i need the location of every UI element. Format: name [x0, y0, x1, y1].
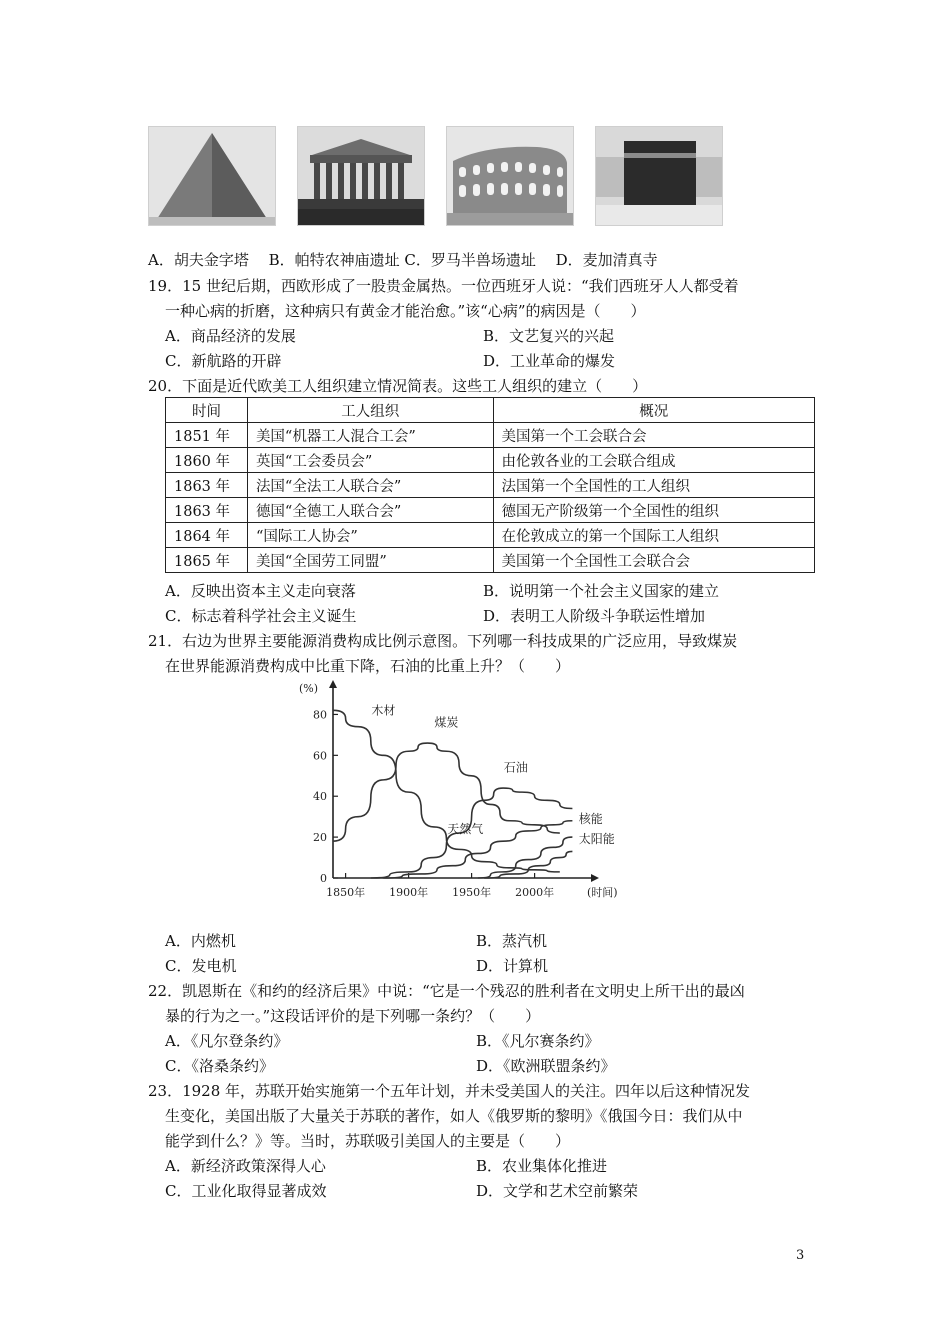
table-header-cell: 工人组织	[247, 398, 493, 423]
x-tick-label: 1900年	[389, 886, 429, 899]
q19-option-a: A．商品经济的发展	[165, 327, 296, 345]
q22-option-a: A．《凡尔登条约》	[165, 1032, 289, 1050]
table-cell: 在伦敦成立的第一个国际工人组织	[493, 523, 814, 548]
x-axis-arrow	[591, 874, 599, 882]
q20-stem: 20．下面是近代欧美工人组织建立情况简表。这些工人组织的建立（ ）	[148, 377, 648, 395]
q22-option-d: D．《欧洲联盟条约》	[476, 1057, 616, 1075]
table-cell: 法国第一个全国性的工人组织	[493, 473, 814, 498]
q22-option-c: C．《洛桑条约》	[165, 1057, 274, 1075]
table-row	[166, 423, 815, 448]
table-cell: 由伦敦各业的工会联合组成	[493, 448, 814, 473]
y-tick-label: 60	[313, 749, 327, 763]
workers-organization-table	[165, 397, 815, 573]
page-number: 3	[796, 1248, 805, 1263]
table-cell: 美国第一个工会联合会	[493, 423, 814, 448]
q19-option-c: C．新航路的开辟	[165, 352, 282, 370]
q20-option-d: D．表明工人阶级斗争联运性增加	[483, 607, 706, 625]
table-cell: 1863 年	[166, 473, 248, 498]
energy-consumption-chart	[293, 680, 618, 910]
table-cell: 美国“全国劳工同盟”	[247, 548, 493, 573]
x-tick-label: 2000年	[515, 886, 555, 899]
q19-option-d: D．工业革命的爆发	[483, 352, 616, 370]
q22-stem-line1: 22．凯恩斯在《和约的经济后果》中说：“它是一个残忍的胜利者在文明史上所干出的最凶	[148, 982, 745, 1000]
q21-stem-line2: 在世界能源消费构成中比重下降，石油的比重上升？（ ）	[165, 657, 571, 675]
q23-stem-line3: 能学到什么？》等。当时，苏联吸引美国人的主要是（ ）	[165, 1132, 571, 1150]
q20-option-b: B．说明第一个社会主义国家的建立	[483, 582, 720, 600]
table-header-row	[166, 398, 815, 423]
q23-option-a: A．新经济政策深得人心	[165, 1157, 326, 1175]
table-cell: 德国无产阶级第一个全国性的组织	[493, 498, 814, 523]
table-cell: 美国第一个全国性工会联合会	[493, 548, 814, 573]
q20-option-a: A．反映出资本主义走向衰落	[165, 582, 356, 600]
table-cell: 美国“机器工人混合工会”	[247, 423, 493, 448]
table-cell: 法国“全法工人联合会”	[247, 473, 493, 498]
table-cell: “国际工人协会”	[247, 523, 493, 548]
colosseum-photo	[446, 126, 574, 226]
x-tick-label: 1950年	[452, 886, 492, 899]
x-tick-label: 1850年	[326, 886, 366, 899]
q23-stem-line2: 生变化，美国出版了大量关于苏联的著作，如人《俄罗斯的黎明》《俄国今日：我们从中	[165, 1107, 743, 1125]
q21-stem-line1: 21．右边为世界主要能源消费构成比例示意图。下列哪一科技成果的广泛应用，导致煤炭	[148, 632, 738, 650]
table-row	[166, 473, 815, 498]
table-header-cell: 概况	[493, 398, 814, 423]
q22-option-b: B．《凡尔赛条约》	[476, 1032, 600, 1050]
y-tick-label: 80	[313, 708, 327, 722]
parthenon-photo	[297, 126, 425, 226]
table-row	[166, 498, 815, 523]
kaaba-photo	[595, 126, 723, 226]
table-row	[166, 523, 815, 548]
q22-stem-line2: 暴的行为之一。”这段话评价的是下列哪一条约？（ ）	[165, 1007, 541, 1025]
q21-option-c: C．发电机	[165, 957, 237, 975]
y-tick-label: 0	[320, 872, 327, 885]
x-axis-label: (时间)	[587, 886, 618, 899]
table-row	[166, 448, 815, 473]
series-label: 石油	[503, 760, 528, 775]
series-label: 木材	[371, 703, 396, 718]
pyramid-photo	[148, 126, 276, 226]
y-tick-label: 40	[313, 790, 327, 804]
table-cell: 1860 年	[166, 448, 248, 473]
table-row	[166, 548, 815, 573]
table-cell: 1864 年	[166, 523, 248, 548]
table-cell: 英国“工会委员会”	[247, 448, 493, 473]
series-label: 核能	[578, 811, 603, 826]
q19-stem-line1: 19．15 世纪后期，西欧形成了一股贵金属热。一位西班牙人说：“我们西班牙人人都受着	[148, 277, 739, 295]
table-cell: 1851 年	[166, 423, 248, 448]
table-cell: 1863 年	[166, 498, 248, 523]
series-label: 天然气	[447, 822, 484, 837]
q21-option-d: D．计算机	[476, 957, 549, 975]
table-cell: 1865 年	[166, 548, 248, 573]
series-label: 煤炭	[434, 715, 459, 730]
q23-stem-line1: 23．1928 年，苏联开始实施第一个五年计划，并未受美国人的关注。四年以后这种情况发	[148, 1082, 751, 1100]
table-cell: 德国“全德工人联合会”	[247, 498, 493, 523]
q23-option-b: B．农业集体化推进	[476, 1157, 608, 1175]
q19-stem-line2: 一种心病的折磨，这种病只有黄金才能治愈。”该“心病”的病因是（ ）	[165, 302, 646, 320]
q21-option-b: B．蒸汽机	[476, 932, 548, 950]
q23-option-c: C．工业化取得显著成效	[165, 1182, 327, 1200]
y-axis-label: (%)	[299, 682, 319, 695]
energy-chart-svg	[293, 680, 618, 910]
q18-options: A．胡夫金字塔 B．帕特农神庙遗址 C．罗马半兽场遗址 D．麦加清真寺	[148, 251, 658, 269]
series-label: 太阳能	[578, 832, 615, 847]
y-tick-label: 20	[313, 831, 327, 845]
q23-option-d: D．文学和艺术空前繁荣	[476, 1182, 639, 1200]
q19-option-b: B．文艺复兴的兴起	[483, 327, 615, 345]
y-axis-arrow	[329, 680, 337, 688]
q20-option-c: C．标志着科学社会主义诞生	[165, 607, 357, 625]
table-header-cell: 时间	[166, 398, 248, 423]
q21-option-a: A．内燃机	[165, 932, 236, 950]
